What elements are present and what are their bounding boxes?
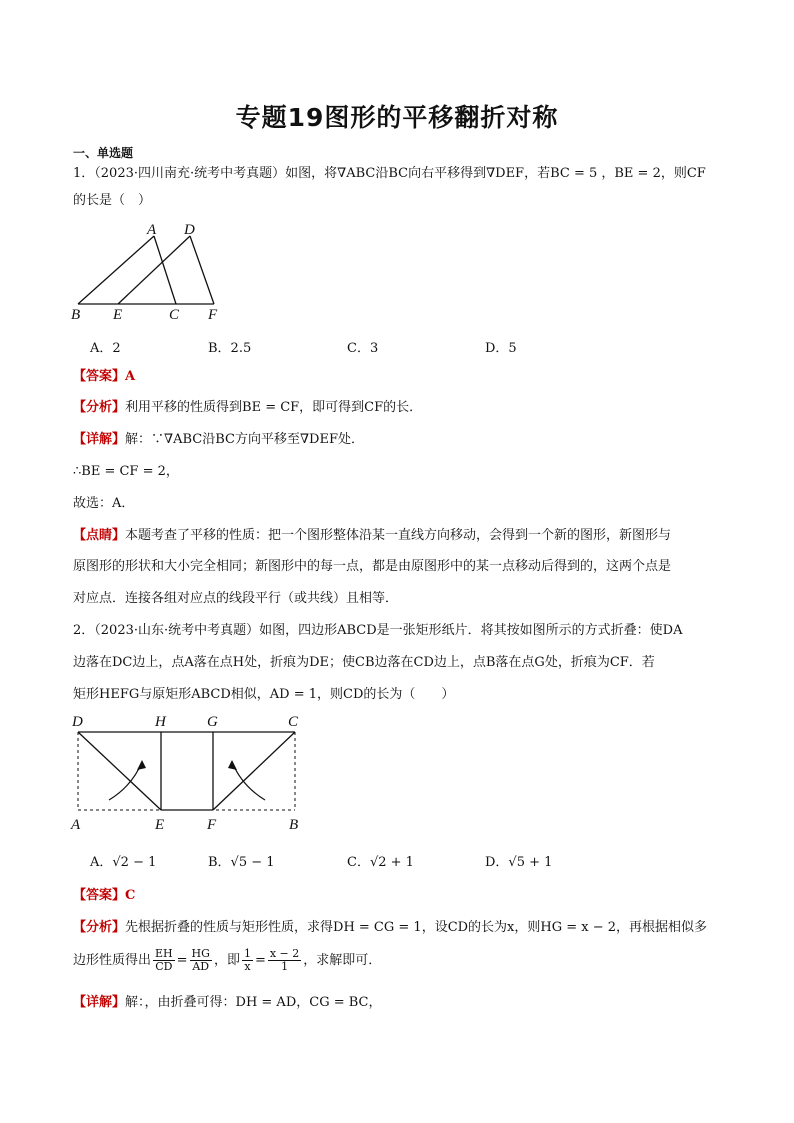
q1-analysis-text: 利用平移的性质得到BE = CF，即可得到CF的长．: [125, 400, 423, 415]
q2-analysis-text2-pre: 边形性质得出: [73, 953, 152, 968]
q1-step1: ∴BE = CF = 2，: [73, 464, 179, 479]
q1-answer-value: A: [125, 369, 136, 384]
q2-label-c: C: [288, 714, 299, 730]
q2-equals-2: =: [254, 953, 266, 968]
q2-fold-arrow-left-head: [137, 760, 146, 770]
q2-analysis-text1: 先根据折叠的性质与矩形性质，求得DH = CG = 1，设CD的长为x，则HG = x − 2，再根据相似多: [125, 920, 708, 935]
q2-crease-cf: [213, 732, 295, 810]
q2-analysis-tag: 【分析】: [73, 920, 126, 935]
q1-segment-ac: [154, 236, 176, 304]
q2-option-c: C．√2 + 1: [347, 855, 414, 870]
q1-option-d: D．5: [485, 341, 517, 356]
q1-answer-tag: 【答案】: [73, 369, 126, 384]
q1-comment-tag: 【点睛】: [73, 528, 126, 543]
q2-analysis-line1: [73, 918, 707, 938]
page-title: 专题19图形的平移翻折对称: [235, 103, 559, 132]
q2-fraction-x2-1: [268, 948, 301, 973]
q1-label-b: B: [71, 307, 81, 323]
q2-crease-de: [78, 732, 161, 810]
q2-option-d: D．√5 + 1: [485, 855, 553, 870]
q2-option-b: B．√5 − 1: [208, 855, 275, 870]
q1-comment-text1: 本题考查了平移的性质：把一个图形整体沿某一直线方向移动，会得到一个新的图形，新图形与: [125, 528, 672, 543]
q2-frac2-num: HG: [191, 947, 210, 960]
q2-stem-line1: 2．（2023·山东·统考中考真题）如图，四边形ABCD是一张矩形纸片．将其按如图所示的方式折叠：使DA: [73, 623, 683, 638]
q2-fold-arrow-right-head: [228, 760, 237, 770]
q1-step2: 故选：A．: [73, 496, 135, 511]
q1-analysis: [73, 398, 422, 418]
q2-analysis-mid: ，即: [213, 953, 240, 968]
q2-detail-tag: 【详解】: [73, 995, 126, 1010]
q1-stem-line1: 1．（2023·四川南充·统考中考真题）如图，将∇ABC沿BC向右平移得到∇DEF，若BC = 5 ，BE = 2，则CF: [73, 166, 706, 181]
q2-label-d: D: [72, 714, 83, 730]
q2-stem-line2: 边落在DC边上，点A落在点H处，折痕为DE；使CB边落在CD边上，点B落在点G处，折痕为CF．若: [73, 655, 655, 670]
q2-label-f: F: [207, 817, 217, 833]
q1-label-f: F: [208, 307, 218, 323]
q2-detail-text: 解：，由折叠可得：DH = AD，CG = BC，: [125, 995, 382, 1010]
q1-label-a: A: [147, 222, 157, 238]
q2-fold-arrow-left: [109, 762, 142, 800]
q2-frac4-den: 1: [281, 960, 289, 973]
q2-analysis-text2-post: ，求解即可．: [303, 953, 382, 968]
q2-frac2-den: AD: [192, 960, 210, 973]
q2-fold-arrow-right: [232, 762, 265, 800]
q2-answer-tag: 【答案】: [73, 888, 126, 903]
q2-fraction-eh-cd: [153, 948, 175, 973]
q1-segment-ed: [118, 236, 190, 304]
q1-detail: [73, 430, 364, 450]
q1-comment-line3: 对应点．连接各组对应点的线段平行（或共线）且相等．: [73, 591, 399, 606]
q2-equals-1: =: [176, 953, 188, 968]
q2-answer-value: C: [125, 888, 136, 903]
q1-comment-line2: 原图形的形状和大小完全相同；新图形中的每一点，都是由原图形中的某一点移动后得到的，这两个点是: [73, 559, 672, 574]
q1-detail-tag: 【详解】: [73, 432, 126, 447]
q1-translation-diagram: [66, 222, 226, 326]
q2-label-a: A: [71, 817, 81, 833]
q1-label-d: D: [184, 222, 195, 238]
q2-label-e: E: [155, 817, 165, 833]
q1-label-c: C: [169, 307, 180, 323]
q2-fraction-hg-ad: [190, 948, 212, 973]
q2-frac3-num: 1: [243, 947, 251, 960]
q1-segment-df: [190, 236, 214, 304]
q2-option-a: A．√2 − 1: [90, 855, 157, 870]
q1-answer: [73, 367, 135, 387]
q1-analysis-tag: 【分析】: [73, 400, 126, 415]
q1-detail-text: 解：∵∇ABC沿BC方向平移至∇DEF处．: [125, 432, 364, 447]
q1-comment-line1: [73, 526, 671, 546]
q2-frac3-den: x: [244, 960, 251, 973]
q1-label-e: E: [113, 307, 123, 323]
q1-segment-ba: [78, 236, 154, 304]
q2-frac4-num: x − 2: [269, 947, 300, 960]
q2-stem-line3: 矩形HEFG与原矩形ABCD相似，AD = 1，则CD的长为（ ）: [73, 687, 455, 702]
q1-option-a: A．2: [90, 341, 121, 356]
q2-fraction-1-x: [242, 948, 253, 973]
q2-frac1-num: EH: [155, 947, 173, 960]
q2-folding-diagram: [66, 708, 316, 836]
section-heading: 一、单选题: [73, 146, 134, 160]
q1-option-c: C．3: [347, 341, 379, 356]
q1-option-b: B．2.5: [208, 341, 252, 356]
q2-frac1-den: CD: [155, 960, 173, 973]
q1-stem-line2: 的长是（ ）: [73, 193, 152, 208]
q2-detail: [73, 993, 381, 1013]
q2-label-g: G: [207, 714, 218, 730]
q2-label-b: B: [289, 817, 299, 833]
q2-label-h: H: [155, 714, 166, 730]
q2-answer: [73, 886, 135, 906]
q2-analysis-line2: [73, 946, 381, 976]
